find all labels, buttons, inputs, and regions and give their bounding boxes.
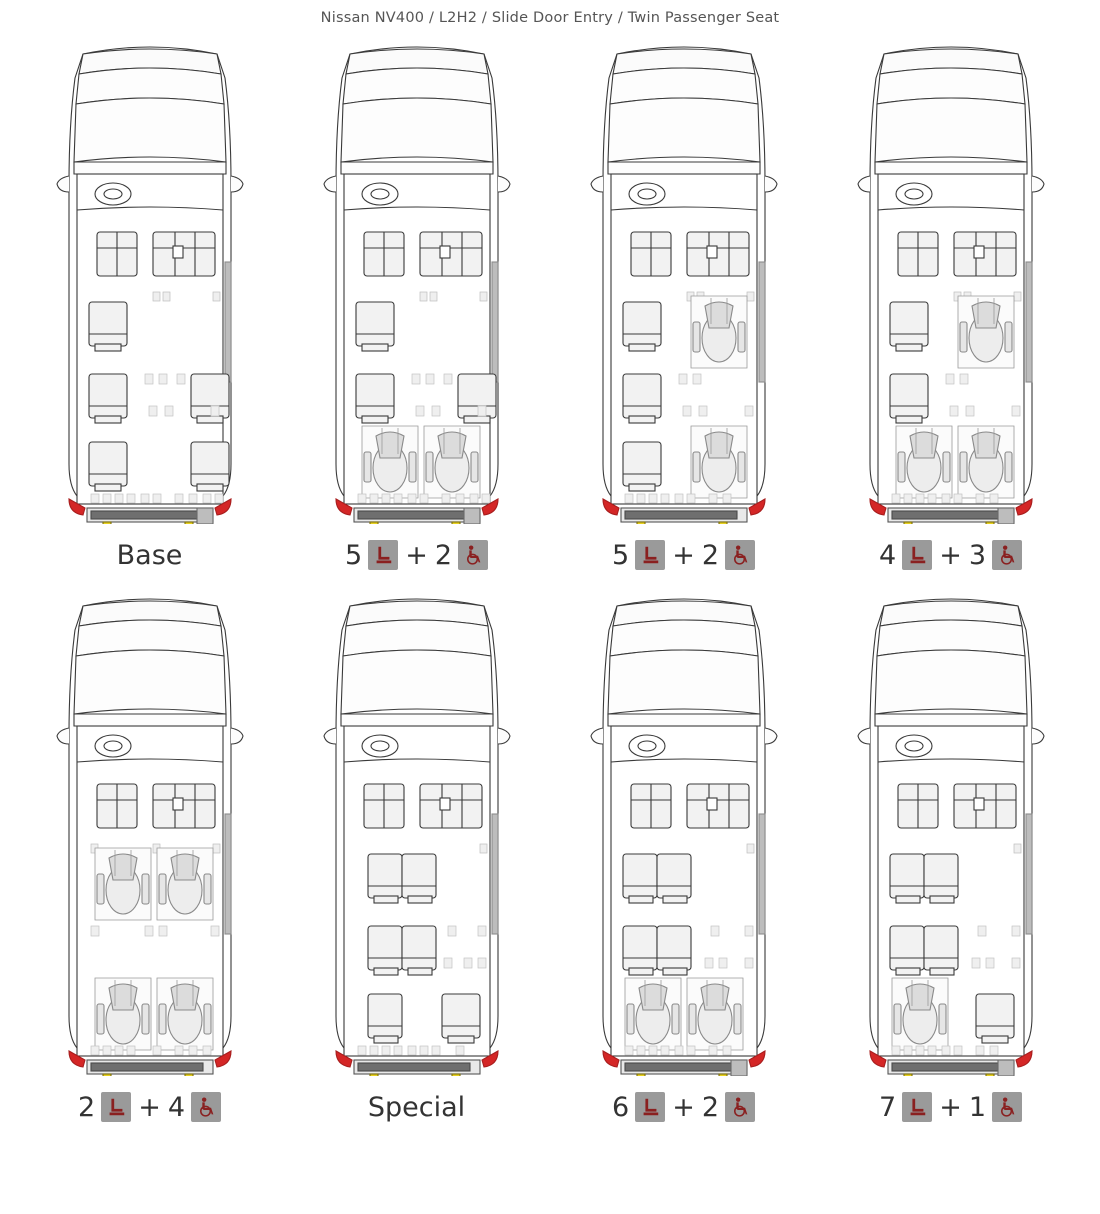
page-title: Nissan NV400 / L2H2 / Slide Door Entry / Twin Passenger Seat: [320, 10, 780, 26]
layout-card[interactable]: [16, 586, 283, 1138]
seat-icon: [902, 540, 932, 570]
wheelchair-position: [157, 978, 213, 1050]
layout-caption: [612, 1076, 755, 1138]
layout-grid: [0, 26, 1100, 1138]
wheelchair-icon: [992, 540, 1022, 570]
layout-caption: [612, 524, 755, 586]
van-floorplan-3: [559, 34, 809, 524]
plus-sign: +: [138, 1091, 161, 1123]
wheelchair-count: 3: [968, 539, 986, 571]
van-floorplan-7: [559, 586, 809, 1076]
layout-caption: [117, 524, 183, 586]
caption-text: Base: [116, 539, 183, 571]
layout-caption: [368, 1076, 465, 1138]
wheelchair-position: [892, 978, 948, 1050]
wheelchair-position: [687, 978, 743, 1050]
van-floorplan-4: [826, 34, 1076, 524]
wheelchair-position: [95, 848, 151, 920]
layout-card[interactable]: [817, 586, 1084, 1138]
caption-text: Special: [367, 1091, 466, 1123]
wheelchair-icon: [458, 540, 488, 570]
layout-caption: [345, 524, 488, 586]
wheelchair-count: 1: [968, 1091, 986, 1123]
plus-sign: +: [672, 1091, 695, 1123]
seat-icon: [635, 1092, 665, 1122]
plus-sign: +: [672, 539, 695, 571]
layout-card[interactable]: [817, 34, 1084, 586]
seat-count: 5: [345, 539, 363, 571]
plus-sign: +: [939, 1091, 962, 1123]
seat-count: 6: [612, 1091, 630, 1123]
wheelchair-icon: [725, 1092, 755, 1122]
van-floorplan-1: [25, 34, 275, 524]
wheelchair-position: [896, 426, 952, 498]
wheelchair-position: [625, 978, 681, 1050]
layout-card[interactable]: [16, 34, 283, 586]
wheelchair-icon: [191, 1092, 221, 1122]
layout-card[interactable]: [283, 586, 550, 1138]
wheelchair-position: [362, 426, 418, 498]
seat-count: 4: [879, 539, 897, 571]
layout-card[interactable]: [550, 34, 817, 586]
wheelchair-count: 2: [701, 1091, 719, 1123]
wheelchair-position: [424, 426, 480, 498]
seat-count: 2: [78, 1091, 96, 1123]
wheelchair-position: [157, 848, 213, 920]
van-floorplan-5: [25, 586, 275, 1076]
layout-card[interactable]: [283, 34, 550, 586]
wheelchair-count: 2: [701, 539, 719, 571]
wheelchair-position: [95, 978, 151, 1050]
seat-count: 5: [612, 539, 630, 571]
wheelchair-position: [691, 296, 747, 368]
van-floorplan-8: [826, 586, 1076, 1076]
van-floorplan-6: [292, 586, 542, 1076]
seat-icon: [635, 540, 665, 570]
wheelchair-position: [958, 296, 1014, 368]
plus-sign: +: [405, 539, 428, 571]
wheelchair-position: [691, 426, 747, 498]
wheelchair-count: 2: [434, 539, 452, 571]
seat-icon: [368, 540, 398, 570]
seat-count: 7: [879, 1091, 897, 1123]
layout-caption: [78, 1076, 221, 1138]
layout-card[interactable]: [550, 586, 817, 1138]
seat-icon: [902, 1092, 932, 1122]
wheelchair-position: [958, 426, 1014, 498]
layout-caption: [879, 524, 1022, 586]
wheelchair-icon: [992, 1092, 1022, 1122]
layout-caption: [879, 1076, 1022, 1138]
wheelchair-count: 4: [167, 1091, 185, 1123]
plus-sign: +: [939, 539, 962, 571]
seat-icon: [101, 1092, 131, 1122]
van-floorplan-2: [292, 34, 542, 524]
wheelchair-icon: [725, 540, 755, 570]
